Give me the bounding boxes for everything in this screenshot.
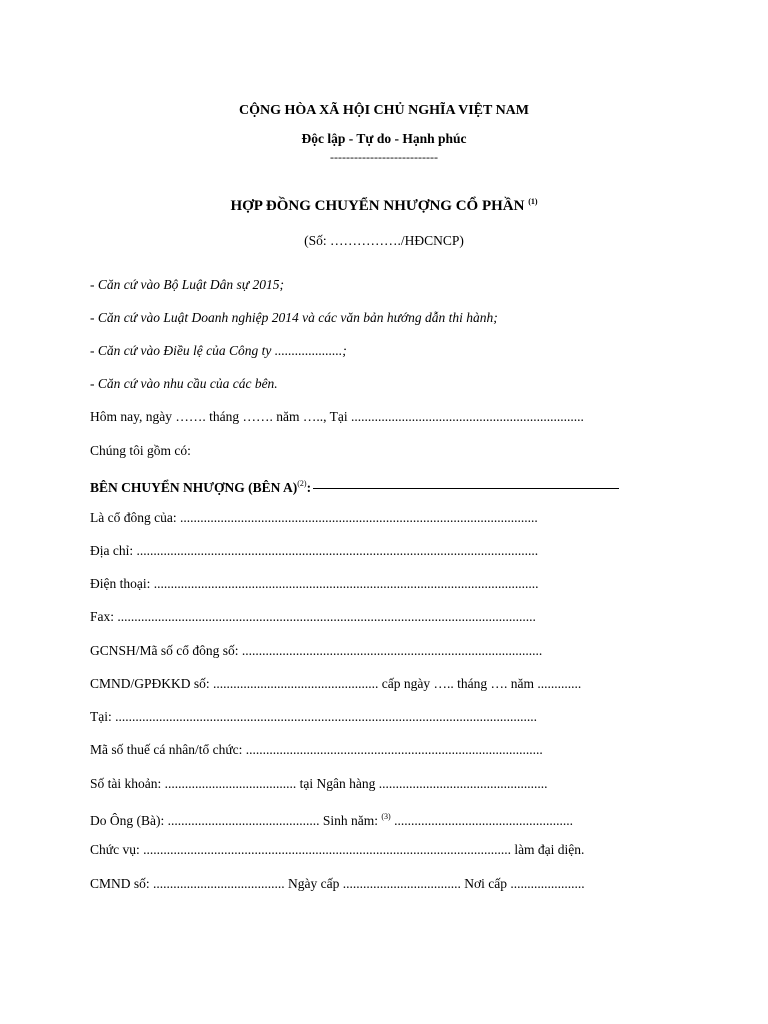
field-issued-at: Tại: ............................................................................................................................. <box>90 709 537 724</box>
field-share-certificate: GCNSH/Mã số cổ đông số: ......................................................................................... <box>90 643 543 658</box>
field-tax-code: Mã số thuế cá nhân/tổ chức: ........................................................................................ <box>90 742 543 757</box>
contract-title <box>0 197 768 215</box>
date-place-line: Hôm nay, ngày ……. tháng ……. năm ….., Tại ..................................................................... <box>90 409 584 424</box>
party-a-heading-colon: : <box>306 480 312 495</box>
field-address: Địa chỉ: ....................................................................................................................... <box>90 543 539 558</box>
contract-title-footnote: (1) <box>528 197 538 206</box>
field-representative-text: Do Ông (Bà): ............................................. Sinh năm: <box>90 813 382 828</box>
field-representative-footnote: (3) <box>381 812 391 821</box>
contract-title-text: HỢP ĐỒNG CHUYỂN NHƯỢNG CỔ PHẦN <box>230 198 529 214</box>
basis-party-needs: - Căn cứ vào nhu cầu của các bên. <box>90 376 278 391</box>
party-a-heading <box>90 475 647 497</box>
field-shareholder-of: Là cổ đông của: .......................................................................................................... <box>90 510 538 525</box>
field-representative <box>90 808 647 830</box>
parties-intro: Chúng tôi gồm có: <box>90 443 191 458</box>
basis-civil-code: - Căn cứ vào Bộ Luật Dân sự 2015; <box>90 277 284 292</box>
basis-company-charter: - Căn cứ vào Điều lệ của Công ty ....................; <box>90 343 347 358</box>
contract-number: (Số: ……………./HĐCNCP) <box>304 233 464 248</box>
field-bank-account: Số tài khoản: ....................................... tại Ngân hàng .................................................. <box>90 776 548 791</box>
national-motto: Độc lập - Tự do - Hạnh phúc <box>301 131 467 146</box>
party-a-footnote: (2) <box>297 479 307 488</box>
basis-enterprise-law: - Căn cứ vào Luật Doanh nghiệp 2014 và các văn bản hướng dẫn thi hành; <box>90 310 498 325</box>
field-position: Chức vụ: ............................................................................................................. làm đại diện. <box>90 842 585 857</box>
field-id-card: CMND/GPĐKKD số: ................................................. cấp ngày ….. tháng …. năm ............. <box>90 676 582 691</box>
header-divider: --------------------------- <box>330 150 438 164</box>
party-a-name-line <box>313 488 619 489</box>
national-title: CỘNG HÒA XÃ HỘI CHỦ NGHĨA VIỆT NAM <box>238 103 529 118</box>
field-fax: Fax: ............................................................................................................................ <box>90 609 536 624</box>
field-representative-tail: ..................................................... <box>390 813 573 828</box>
field-phone: Điện thoại: .................................................................................................................. <box>90 576 539 591</box>
field-representative-id: CMND số: ....................................... Ngày cấp ................................... Nơi cấp ...................... <box>90 876 585 891</box>
party-a-heading-text: BÊN CHUYỂN NHƯỢNG (BÊN A) <box>90 480 298 495</box>
